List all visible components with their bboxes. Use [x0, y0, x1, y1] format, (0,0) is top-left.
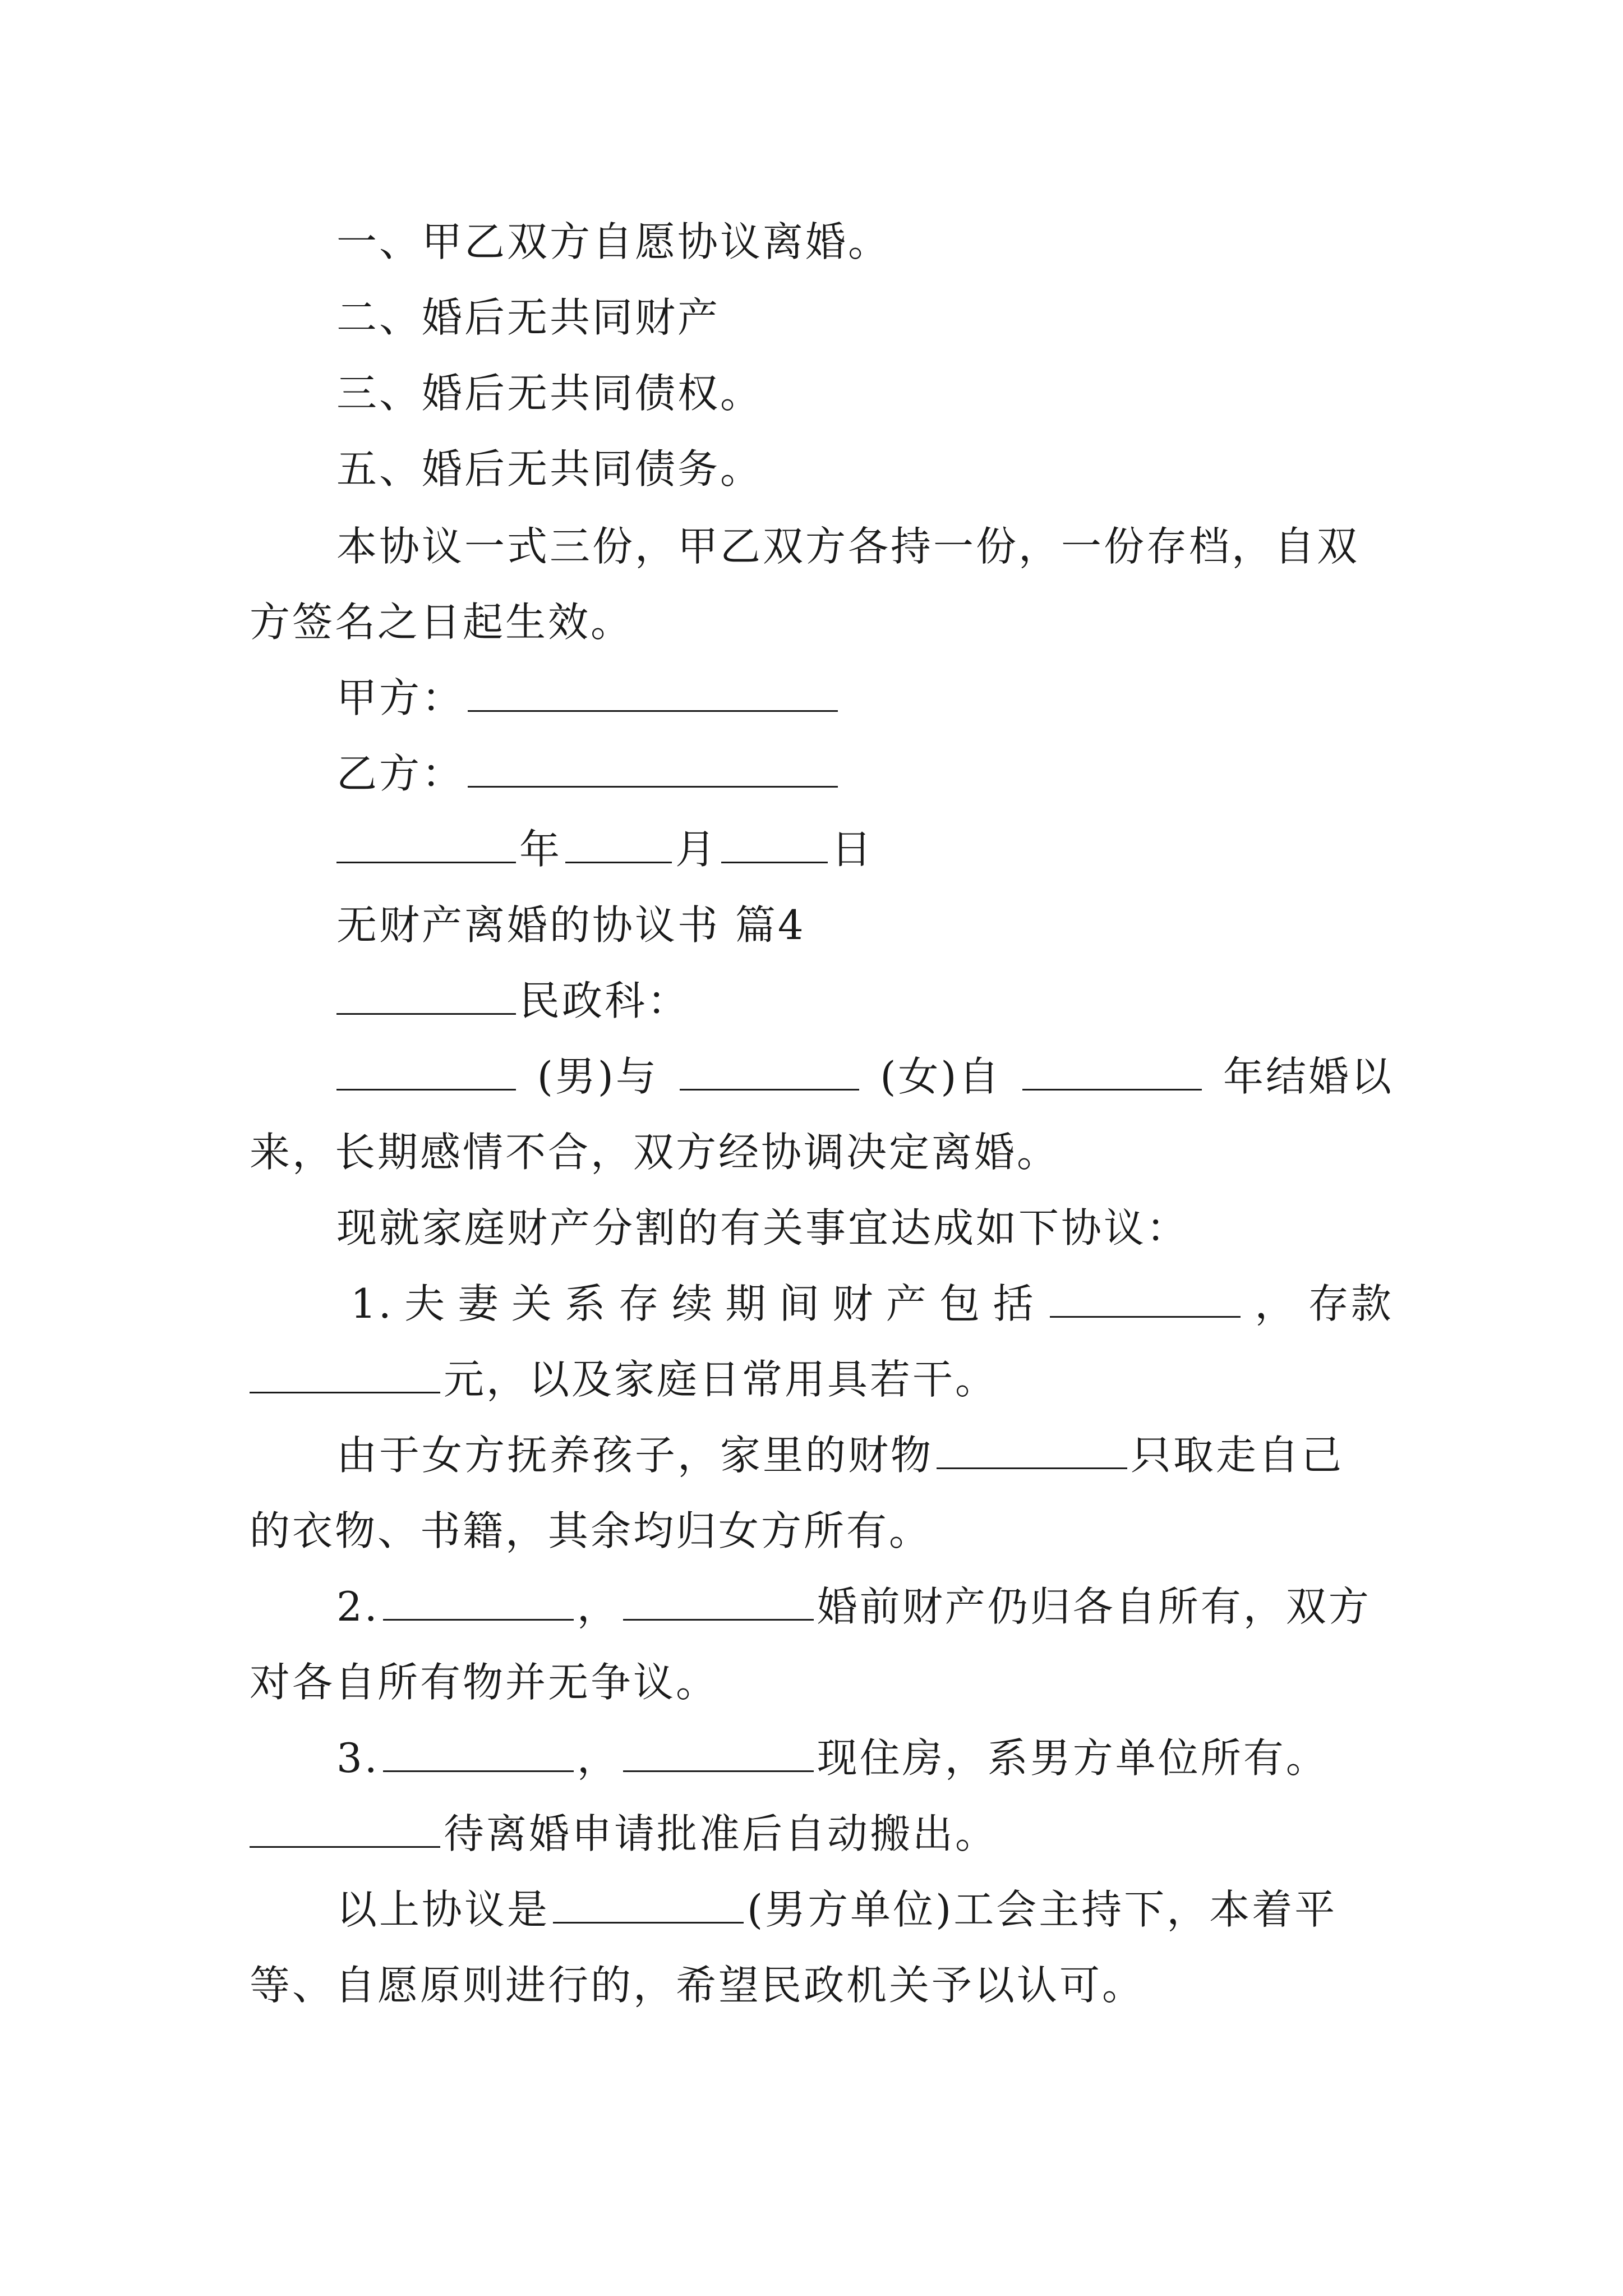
male-name-blank: [336, 1056, 516, 1091]
item-1-char: 夫: [404, 1280, 448, 1327]
item-1-line-2: [250, 1356, 1394, 1403]
item-2-blank-2: [623, 1586, 814, 1621]
address-line: [336, 977, 1394, 1024]
party-a-signature: [336, 674, 1394, 721]
item-1-char: 财: [832, 1280, 875, 1327]
clause-3: 三、婚后无共同债权。: [336, 370, 763, 417]
conclusion-part-2: (男方单位)工会主持下，本着平: [747, 1886, 1338, 1933]
item-1-char: 关: [511, 1280, 554, 1327]
conclusion-line-2: 等、自愿原则进行的，希望民政机关予以认可。: [250, 1962, 1145, 2009]
clause-2: 二、婚后无共同财产: [336, 294, 721, 341]
item-2-line-1: [336, 1583, 1394, 1630]
item-1-char: 系: [565, 1280, 608, 1327]
item-2-text: 婚前财产仍归各自所有，双方: [817, 1583, 1371, 1630]
item-2-comma: ，: [577, 1583, 620, 1630]
intro-line-2: 来，长期感情不合，双方经协调决定离婚。: [250, 1129, 1060, 1176]
deposit-blank: [250, 1359, 440, 1393]
marriage-year-blank: [1022, 1056, 1202, 1091]
property-blank: [1050, 1283, 1241, 1318]
custody-line-2: 的衣物、书籍，其余均归女方所有。: [250, 1507, 932, 1554]
marriage-year-label: 年结婚以: [1223, 1053, 1394, 1100]
item-1-char: 间: [778, 1280, 822, 1327]
party-a-blank: [468, 678, 838, 712]
custody-blank: [937, 1435, 1127, 1469]
female-label: (女)自: [880, 1053, 1002, 1100]
month-blank: [565, 829, 672, 863]
item-3-line-2-text: 待离婚申请批准后自动搬出。: [444, 1810, 998, 1857]
custody-line-1: [336, 1432, 1394, 1479]
intro-line-1: [336, 1053, 1394, 1100]
item-3-text: 现住房，系男方单位所有。: [817, 1734, 1329, 1782]
item-1-char: 产: [886, 1280, 929, 1327]
date-line: [336, 826, 1394, 873]
item-2-blank-1: [383, 1586, 574, 1621]
party-a-label: 甲方：: [336, 674, 465, 721]
item-1-char: 续: [672, 1280, 715, 1327]
item-1-char: 存: [618, 1280, 661, 1327]
item-1-char: 妻: [458, 1280, 501, 1327]
conclusion-line-1: [336, 1886, 1394, 1933]
office-label: 民政科：: [519, 977, 690, 1024]
item-3-line-2-blank: [250, 1814, 440, 1848]
party-b-blank: [468, 753, 838, 788]
item-3-blank-1: [383, 1738, 574, 1772]
party-b-signature: [336, 750, 1394, 797]
item-3-number: 3.: [336, 1734, 380, 1782]
day-blank: [721, 829, 828, 863]
office-blank: [336, 981, 516, 1015]
clause-5: 五、婚后无共同债务。: [336, 445, 763, 493]
item-1-comma: ，: [1255, 1280, 1298, 1327]
female-name-blank: [680, 1056, 859, 1091]
deposit-label: 存款: [1308, 1280, 1394, 1327]
year-blank: [336, 829, 516, 863]
union-blank: [553, 1889, 744, 1924]
day-label: 日: [831, 826, 874, 873]
clause-1: 一、甲乙双方自愿协议离婚。: [336, 218, 891, 265]
conclusion-part-1: 以上协议是: [336, 1886, 550, 1933]
item-1-char: 包: [939, 1280, 983, 1327]
year-label: 年: [519, 826, 562, 873]
closing-line-2: 方签名之日起生效。: [250, 599, 634, 646]
item-2-number: 2.: [336, 1583, 380, 1630]
item-2-line-2: 对各自所有物并无争议。: [250, 1659, 719, 1706]
custody-part-2: 只取走自己: [1131, 1432, 1344, 1479]
item-3-line-1: [336, 1734, 1394, 1782]
item-1-line-2-text: 元，以及家庭日常用具若干。: [444, 1356, 998, 1403]
item-3-line-2: [250, 1810, 1394, 1857]
closing-line-1: 本协议一式三份，甲乙双方各持一份，一份存档，自双: [336, 523, 1360, 570]
item-1-number: 1.: [351, 1280, 394, 1327]
item-3-comma: ，: [577, 1734, 620, 1782]
item-1-line-1: [351, 1280, 1394, 1327]
item-3-blank-2: [623, 1738, 814, 1772]
agreement-intro: 现就家庭财产分割的有关事宜达成如下协议：: [336, 1204, 1189, 1251]
custody-part-1: 由于女方抚养孩子，家里的财物: [336, 1432, 934, 1479]
male-label: (男)与: [537, 1053, 658, 1100]
section-title: 无财产离婚的协议书 篇4: [336, 901, 806, 949]
month-label: 月: [675, 826, 718, 873]
item-1-char: 期: [725, 1280, 768, 1327]
party-b-label: 乙方：: [336, 750, 465, 797]
item-1-char: 括: [993, 1280, 1036, 1327]
